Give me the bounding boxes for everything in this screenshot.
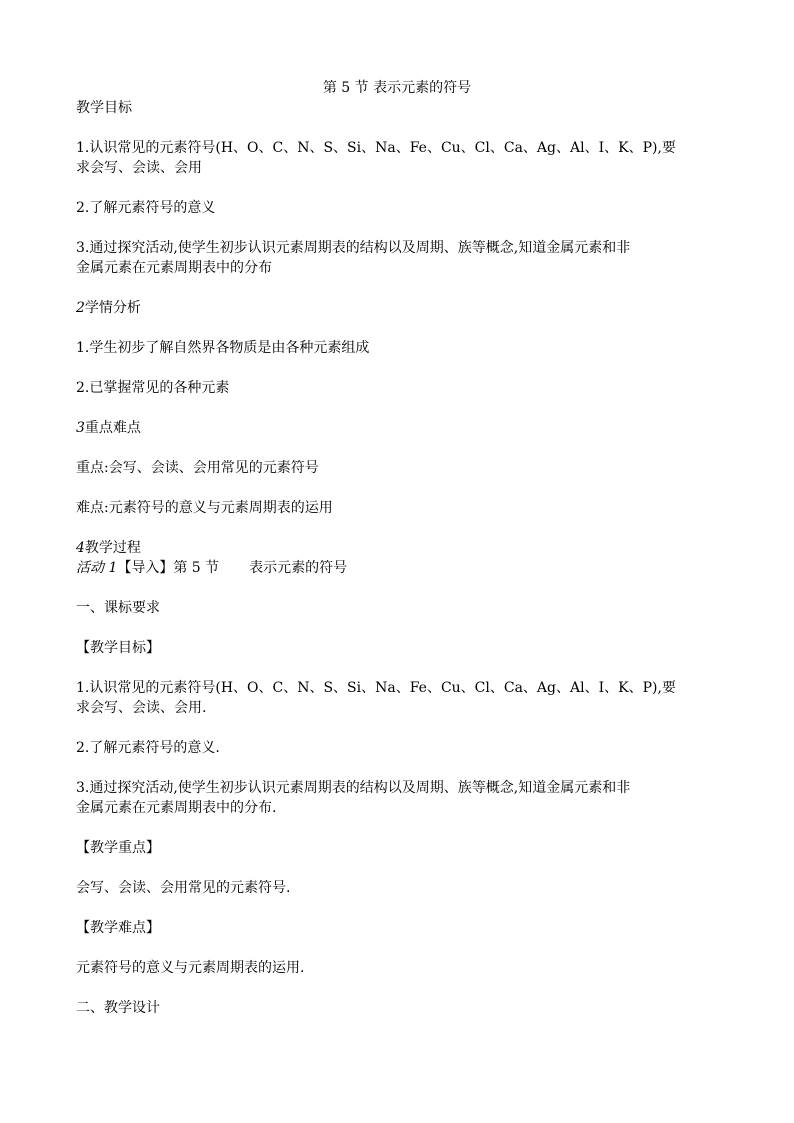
objective-1-line-2: 求会写、会读、会用: [76, 160, 202, 176]
objectives-heading: 教学目标: [76, 100, 132, 116]
difficult-bracket-heading: 【教学难点】: [76, 920, 160, 936]
objectives-bracket-heading: 【教学目标】: [76, 640, 160, 656]
bracket-objective-2: 2.了解元素符号的意义.: [76, 740, 220, 756]
key-text: 会写、会读、会用常见的元素符号.: [76, 880, 291, 896]
objective-3-line-1: 3.通过探究活动,使学生初步认识元素周期表的结构以及周期、族等概念,知道金属元素和非: [76, 240, 631, 256]
bracket-objective-3-line-2: 金属元素在元素周期表中的分布.: [76, 800, 277, 816]
document-title: 第 5 节 表示元素的符号: [322, 80, 472, 96]
bracket-objective-1-line-2: 求会写、会读、会用.: [76, 700, 207, 716]
curriculum-heading: 一、课标要求: [76, 600, 160, 616]
key-number: 3: [76, 420, 85, 436]
analysis-1: 1.学生初步了解自然界各物质是由各种元素组成: [76, 340, 370, 356]
difficult-point: 难点:元素符号的意义与元素周期表的运用: [76, 500, 333, 516]
key-heading-row: [76, 418, 141, 438]
activity-row: [76, 558, 347, 578]
key-bracket-heading: 【教学重点】: [76, 840, 160, 856]
key-point: 重点:会写、会读、会用常见的元素符号: [76, 460, 319, 476]
analysis-heading: 学情分析: [84, 300, 141, 316]
process-heading-row: [76, 538, 141, 558]
key-heading: 重点难点: [84, 420, 141, 436]
activity-label: 活动 1: [76, 560, 118, 576]
process-number: 4: [76, 540, 85, 556]
activity-text: 【导入】第 5 节: [117, 560, 220, 576]
analysis-number: 2: [76, 300, 85, 316]
process-heading: 教学过程: [84, 540, 141, 556]
objective-1-line-1: 1.认识常见的元素符号(H、O、C、N、S、Si、Na、Fe、Cu、Cl、Ca、Ag、Al、I、K、P),要: [76, 140, 676, 156]
analysis-2: 2.已掌握常见的各种元素: [76, 380, 230, 396]
design-heading: 二、教学设计: [76, 1000, 160, 1016]
objective-2: 2.了解元素符号的意义: [76, 200, 216, 216]
difficult-text: 元素符号的意义与元素周期表的运用.: [76, 960, 305, 976]
activity-title: 表示元素的符号: [249, 560, 348, 576]
bracket-objective-1-line-1: 1.认识常见的元素符号(H、O、C、N、S、Si、Na、Fe、Cu、Cl、Ca、Ag、Al、I、K、P),要: [76, 680, 676, 696]
analysis-heading-row: [76, 298, 141, 318]
objective-3-line-2: 金属元素在元素周期表中的分布: [76, 260, 272, 276]
bracket-objective-3-line-1: 3.通过探究活动,使学生初步认识元素周期表的结构以及周期、族等概念,知道金属元素和非: [76, 780, 631, 796]
